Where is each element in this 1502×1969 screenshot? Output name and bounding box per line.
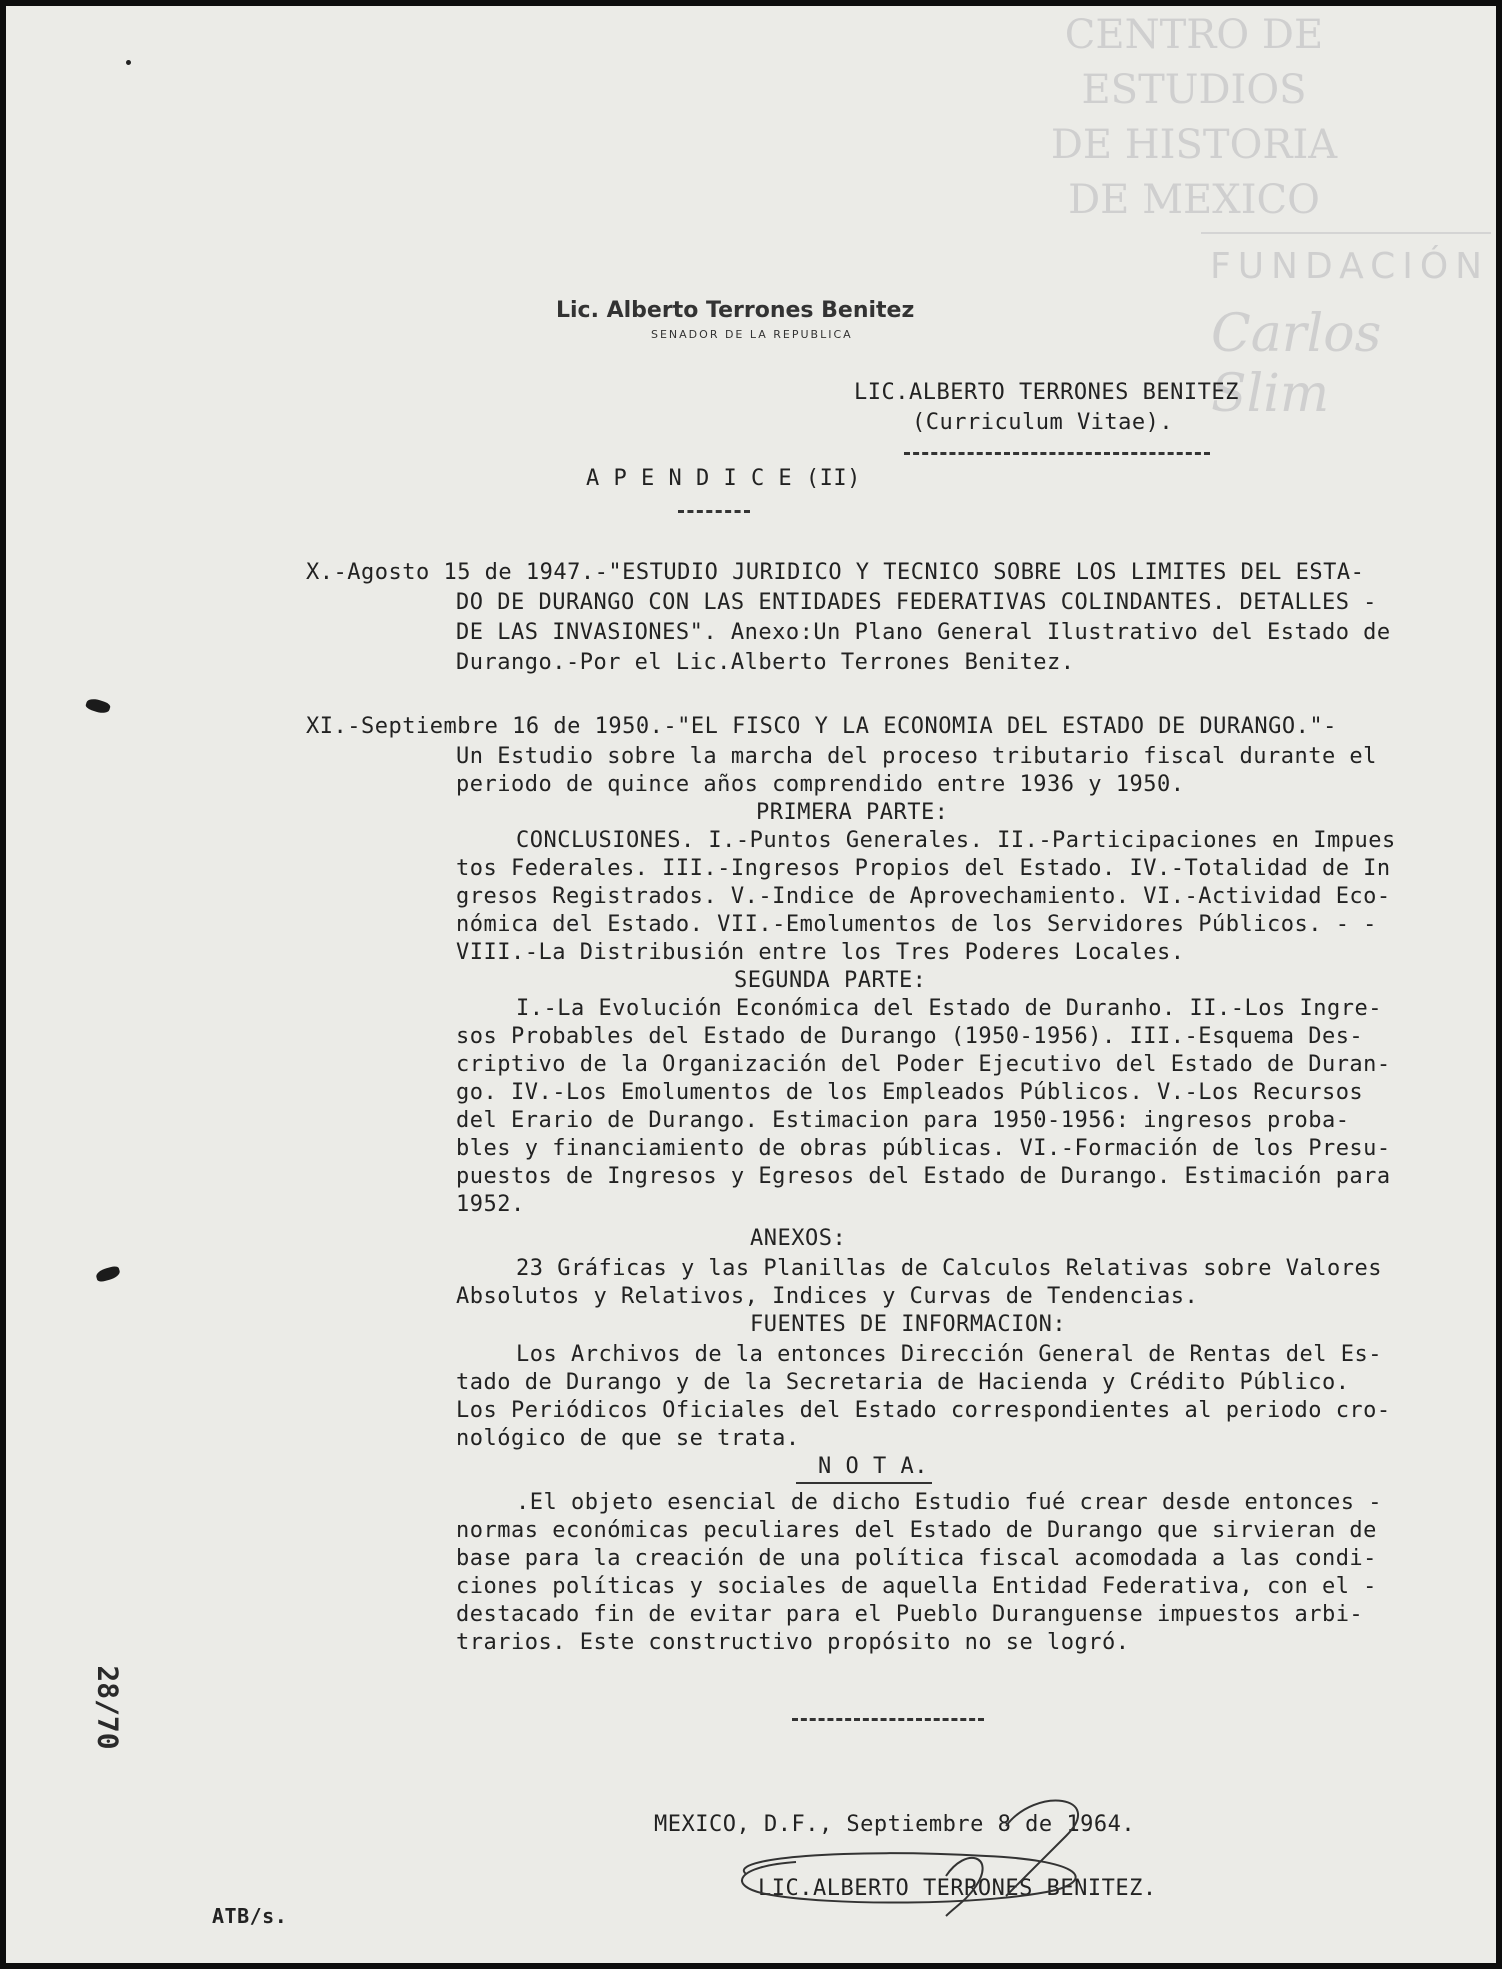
signer-name: LIC.ALBERTO TERRONES BENITEZ.	[758, 1876, 1157, 1901]
segunda-line: del Erario de Durango. Estimacion para 1950-1956: ingresos proba-	[456, 1108, 1350, 1133]
primera-heading: PRIMERA PARTE:	[756, 800, 949, 825]
closing-dash-rule	[792, 1718, 984, 1721]
letterhead-subtitle: SENADOR DE LA REPUBLICA	[651, 328, 853, 341]
primera-line: nómica del Estado. VII.-Emolumentos de los Servidores Públicos. - -	[456, 912, 1377, 937]
segunda-line: 1952.	[456, 1192, 525, 1217]
nota-line: normas económicas peculiares del Estado de Durango que sirvieran de	[456, 1518, 1377, 1543]
appendix-underline	[678, 510, 750, 513]
nota-line: destacado fin de evitar para el Pueblo Duranguense impuestos arbi-	[456, 1602, 1364, 1627]
punch-mark	[95, 1265, 121, 1283]
item-x-line: DO DE DURANGO CON LAS ENTIDADES FEDERATIVAS COLINDANTES. DETALLES -	[456, 590, 1377, 615]
letterhead-name: Lic. Alberto Terrones Benitez	[556, 298, 915, 323]
anexos-line: 23 Gráficas y las Planillas de Calculos Relativas sobre Valores	[516, 1256, 1382, 1281]
item-xi-lead: XI.-Septiembre 16 de 1950.-"EL FISCO Y LA ECONOMIA DEL ESTADO DE DURANGO."-	[306, 714, 1337, 739]
handwritten-signature	[706, 1766, 1126, 1926]
item-x-line: Durango.-Por el Lic.Alberto Terrones Benitez.	[456, 650, 1075, 675]
primera-line: VIII.-La Distribusión entre los Tres Poderes Locales.	[456, 940, 1185, 965]
watermark-signature: Carlos Slim	[1211, 304, 1382, 424]
primera-line: tos Federales. III.-Ingresos Propios del Estado. IV.-Totalidad de In	[456, 856, 1391, 881]
primera-line: CONCLUSIONES. I.-Puntos Generales. II.-Participaciones en Impues	[516, 828, 1396, 853]
place-date: MEXICO, D.F., Septiembre 8 de 1964.	[654, 1812, 1136, 1837]
header-name: LIC.ALBERTO TERRONES BENITEZ	[854, 380, 1239, 405]
header-dash-rule	[904, 452, 1210, 455]
appendix-title: A P E N D I C E (II)	[586, 466, 861, 491]
watermark-divider	[1201, 232, 1491, 234]
nota-line: ciones políticas y sociales de aquella Entidad Federativa, con el -	[456, 1574, 1377, 1599]
anexos-line: Absolutos y Relativos, Indices y Curvas de Tendencias.	[456, 1284, 1199, 1309]
watermark-line-4: DE MEXICO	[1068, 177, 1320, 223]
segunda-line: puestos de Ingresos y Egresos del Estado de Durango. Estimación para	[456, 1164, 1391, 1189]
item-x-lead: X.-Agosto 15 de 1947.-"ESTUDIO JURIDICO Y TECNICO SOBRE LOS LIMITES DEL ESTA-	[306, 560, 1365, 585]
watermark-foundation: FUNDACIÓN	[1210, 246, 1490, 287]
item-x-line: DE LAS INVASIONES". Anexo:Un Plano General Ilustrativo del Estado de	[456, 620, 1391, 645]
anexos-heading: ANEXOS:	[750, 1226, 847, 1251]
watermark-line-3: DE HISTORIA	[1050, 122, 1338, 168]
fuentes-heading: FUENTES DE INFORMACION:	[750, 1312, 1067, 1337]
punch-mark	[85, 697, 112, 716]
nota-line: trarios. Este constructivo propósito no se logró.	[456, 1630, 1130, 1655]
segunda-line: I.-La Evolución Económica del Estado de Duranho. II.-Los Ingre-	[516, 996, 1382, 1021]
document-page	[6, 6, 1496, 1963]
nota-line: base para la creación de una política fiscal acomodada a las condi-	[456, 1546, 1377, 1571]
nota-underline	[796, 1482, 932, 1484]
header-cv: (Curriculum Vitae).	[912, 410, 1174, 435]
page-number-stamp: 28/70	[91, 1665, 125, 1750]
segunda-line: sos Probables del Estado de Durango (1950-1956). III.-Esquema Des-	[456, 1024, 1364, 1049]
ink-speck	[126, 60, 131, 65]
segunda-line: bles y financiamiento de obras públicas. VI.-Formación de los Presu-	[456, 1136, 1391, 1161]
fuentes-line: Los Archivos de la entonces Dirección General de Rentas del Es-	[516, 1342, 1382, 1367]
fuentes-line: tado de Durango y de la Secretaria de Hacienda y Crédito Público.	[456, 1370, 1350, 1395]
item-xi-line: Un Estudio sobre la marcha del proceso tributario fiscal durante el	[456, 744, 1377, 769]
typist-initials: ATB/s.	[212, 1904, 288, 1928]
watermark-line-1: CENTRO DE	[1064, 12, 1324, 58]
item-xi-line: periodo de quince años comprendido entre 1936 y 1950.	[456, 772, 1185, 797]
segunda-line: criptivo de la Organización del Poder Ejecutivo del Estado de Duran-	[456, 1052, 1391, 1077]
fuentes-line: Los Periódicos Oficiales del Estado correspondientes al periodo cro-	[456, 1398, 1391, 1423]
nota-heading: N O T A.	[818, 1454, 928, 1479]
watermark-line-2: ESTUDIOS	[1081, 67, 1307, 113]
primera-line: gresos Registrados. V.-Indice de Aprovechamiento. VI.-Actividad Eco-	[456, 884, 1391, 909]
segunda-line: go. IV.-Los Emolumentos de los Empleados Públicos. V.-Los Recursos	[456, 1080, 1364, 1105]
nota-line: .El objeto esencial de dicho Estudio fué crear desde entonces -	[516, 1490, 1382, 1515]
fuentes-line: nológico de que se trata.	[456, 1426, 800, 1451]
segunda-heading: SEGUNDA PARTE:	[734, 968, 927, 993]
